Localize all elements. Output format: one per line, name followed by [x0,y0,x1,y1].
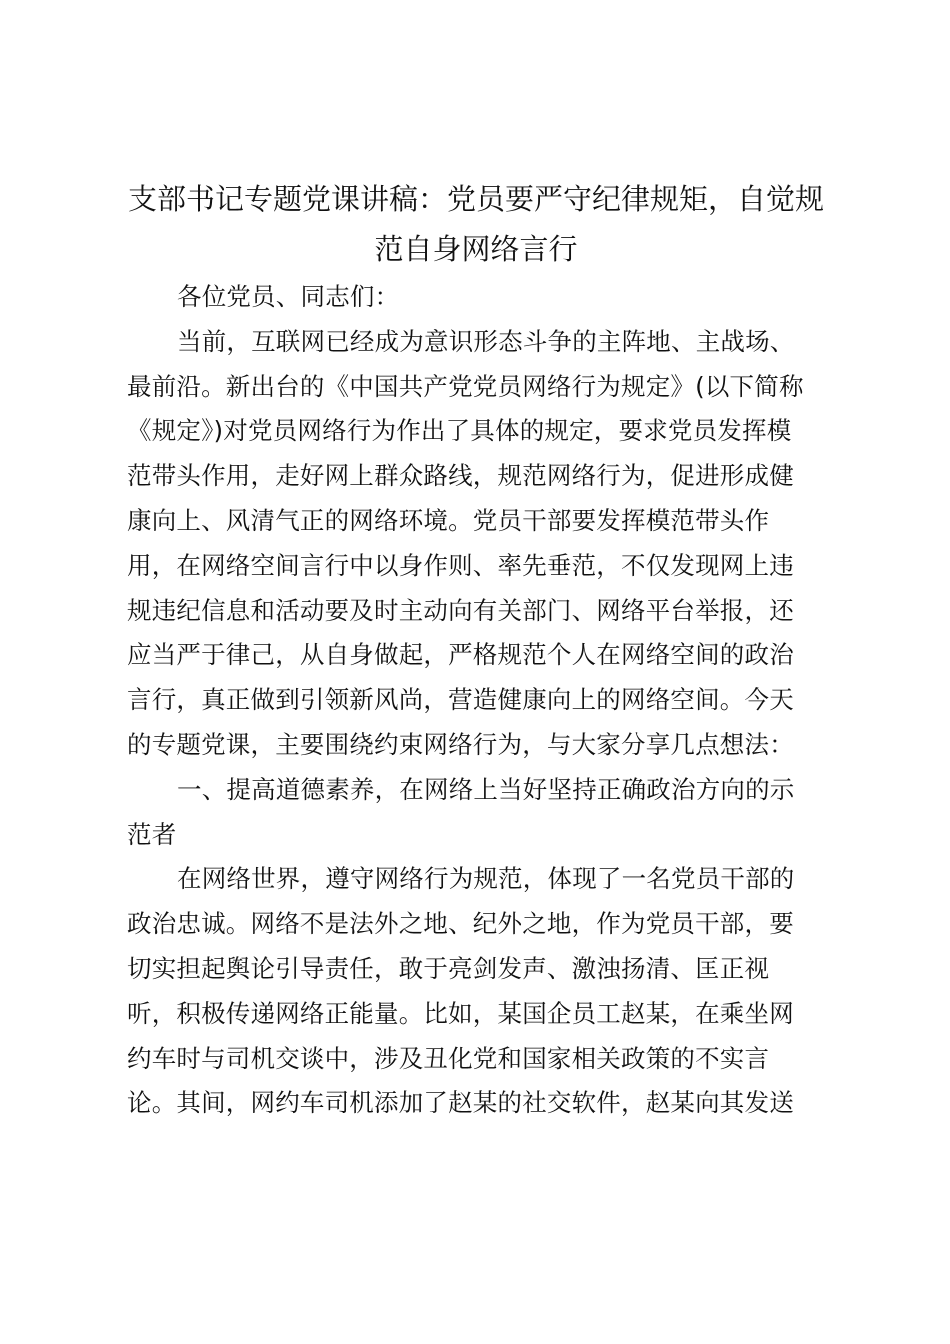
paragraph-line: 切实担起舆论引导责任，敢于亮剑发声、激浊扬清、匡正视 [127,953,770,983]
paragraph-line: 言行，真正做到引领新风尚，营造健康向上的网络空间。今天 [127,685,794,715]
paragraph-line: 约车时与司机交谈中，涉及丑化党和国家相关政策的不实言 [127,1043,770,1073]
document-title-line-2: 范自身网络言行 [374,232,578,266]
salutation: 各位党员、同志们： [177,282,400,311]
paragraph-line: 《规定》)对党员网络行为作出了具体的规定，要求党员发挥模 [127,416,792,446]
paragraph-line: 听，积极传递网络正能量。比如，某国企员工赵某，在乘坐网 [127,998,794,1028]
paragraph-line: 论。其间，网约车司机添加了赵某的社交软件，赵某向其发送 [127,1088,794,1118]
section-heading-line: 范者 [127,819,177,849]
paragraph-line: 政治忠诚。网络不是法外之地、纪外之地，作为党员干部，要 [127,909,794,939]
paragraph-line: 当前，互联网已经成为意识形态斗争的主阵地、主战场、 [177,326,795,356]
paragraph-line: 在网络世界，遵守网络行为规范，体现了一名党员干部的 [177,864,795,894]
paragraph-line: 应当严于律己，从自身做起，严格规范个人在网络空间的政治 [127,640,794,670]
document-title-line-1: 支部书记专题党课讲稿：党员要严守纪律规矩，自觉规 [127,182,824,216]
document-body [127,275,827,1126]
paragraph-line: 规违纪信息和活动要及时主动向有关部门、网络平台举报，还 [127,595,794,625]
paragraph-line: 的专题党课，主要围绕约束网络行为，与大家分享几点想法： [127,729,794,759]
paragraph-line: 用，在网络空间言行中以身作则、率先垂范，不仅发现网上违 [127,550,794,580]
paragraph-line: 范带头作用，走好网上群众路线，规范网络行为，促进形成健 [127,461,794,491]
paragraph-line: 康向上、风清气正的网络环境。党员干部要发挥模范带头作 [127,505,770,535]
paragraph-line: 最前沿。新出台的《中国共产党党员网络行为规定》(以下简称 [127,371,804,401]
section-heading-line: 一、提高道德素养，在网络上当好坚持正确政治方向的示 [177,774,795,804]
